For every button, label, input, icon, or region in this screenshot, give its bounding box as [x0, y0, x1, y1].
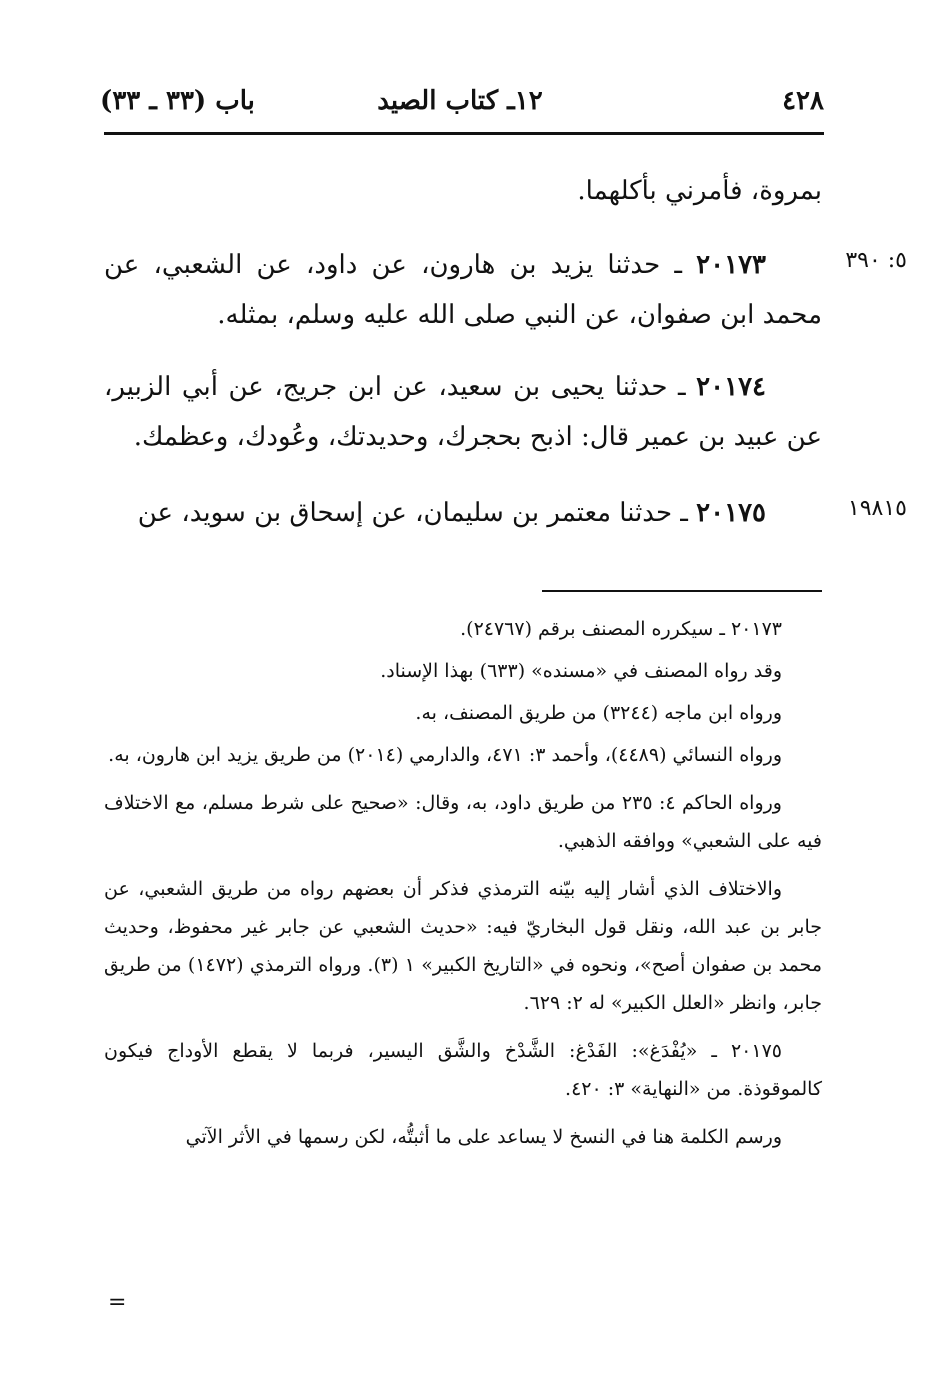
- footnote-paragraph: ورواه النسائي (٤٤٨٩)، وأحمد ٣: ٤٧١، والدارمي (٢٠١٤) من طريق يزيد ابن هارون، به.: [108, 744, 782, 766]
- chapter-heading: باب (٣٣ ـ ٣٣): [100, 86, 255, 116]
- continuation-mark: =: [108, 1290, 127, 1315]
- intro-line: [104, 166, 822, 216]
- hadith-text: ـ حدثنا يحيى بن سعيد، عن ابن جريج، عن أبي الزبير، عن عبيد بن عمير قال: اذبح بحجرك، وحديدتك، وعُودك، وعظمك.: [104, 372, 822, 452]
- hadith-text: ـ حدثنا معتمر بن سليمان، عن إسحاق بن سويد، عن: [137, 498, 697, 528]
- footnote-paragraph: ورواه ابن ماجه (٣٢٤٤) من طريق المصنف، به.: [415, 702, 782, 724]
- margin-ref-2: ١٩٨١٥: [847, 496, 907, 521]
- footnotes: [104, 610, 822, 1160]
- hadith-20174: [104, 362, 822, 462]
- hadith-text: ـ حدثنا يزيد بن هارون، عن داود، عن الشعبي، عن محمد ابن صفوان، عن النبي صلى الله عليه وسلم، بمثله.: [104, 250, 822, 330]
- book-title: ١٢ـ كتاب الصيد: [377, 86, 543, 116]
- footnote-paragraph: ٢٠١٧٥ ـ «يُفْدَغ»: الفَدْغ: الشَّدْخ والشَّق اليسير، فربما لا يقطع الأوداج فيكون كالموقوذة. من «النهاية» ٣: ٤٢٠.: [104, 1040, 822, 1100]
- footnote-rule: [542, 590, 822, 592]
- hadith-20173: [104, 240, 822, 340]
- hadith-20175: [104, 488, 822, 538]
- page-number: ٤٢٨: [782, 86, 824, 116]
- margin-ref-1: ٥: ٣٩٠: [845, 248, 907, 273]
- intro-text: بمروة، فأمرني بأكلهما.: [577, 176, 822, 206]
- footnote-paragraph: والاختلاف الذي أشار إليه بيّنه الترمذي فذكر أن بعضهم رواه من طريق الشعبي، عن جابر بن عبد الله، ونقل قول البخاريّ فيه: «حديث الشعبي عن جابر غير محفوظ، وحديث محمد بن صفوان أصح»، ونحوه في «التاريخ الكبير» ١ (٣). ورواه الترمذي (١٤٧٢) من طريق جابر، وانظر «العلل الكبير» له ٢: ٦٢٩.: [104, 878, 822, 1014]
- footnote-paragraph: ورسم الكلمة هنا في النسخ لا يساعد على ما أثبتُّه، لكن رسمها في الأثر الآتي: [185, 1126, 782, 1148]
- header-rule: [104, 132, 824, 135]
- hadith-number: ٢٠١٧٣: [696, 250, 766, 280]
- footnote-paragraph: ورواه الحاكم ٤: ٢٣٥ من طريق داود، به، وقال: «صحيح على شرط مسلم، مع الاختلاف فيه على الشعبي» ووافقه الذهبي.: [104, 792, 822, 852]
- hadith-number: ٢٠١٧٤: [696, 372, 766, 402]
- hadith-number: ٢٠١٧٥: [696, 498, 766, 528]
- footnote-paragraph: وقد رواه المصنف في «مسنده» (٦٣٣) بهذا الإسناد.: [380, 660, 782, 682]
- footnote-paragraph: ٢٠١٧٣ ـ سيكرره المصنف برقم (٢٤٧٦٧).: [460, 618, 782, 640]
